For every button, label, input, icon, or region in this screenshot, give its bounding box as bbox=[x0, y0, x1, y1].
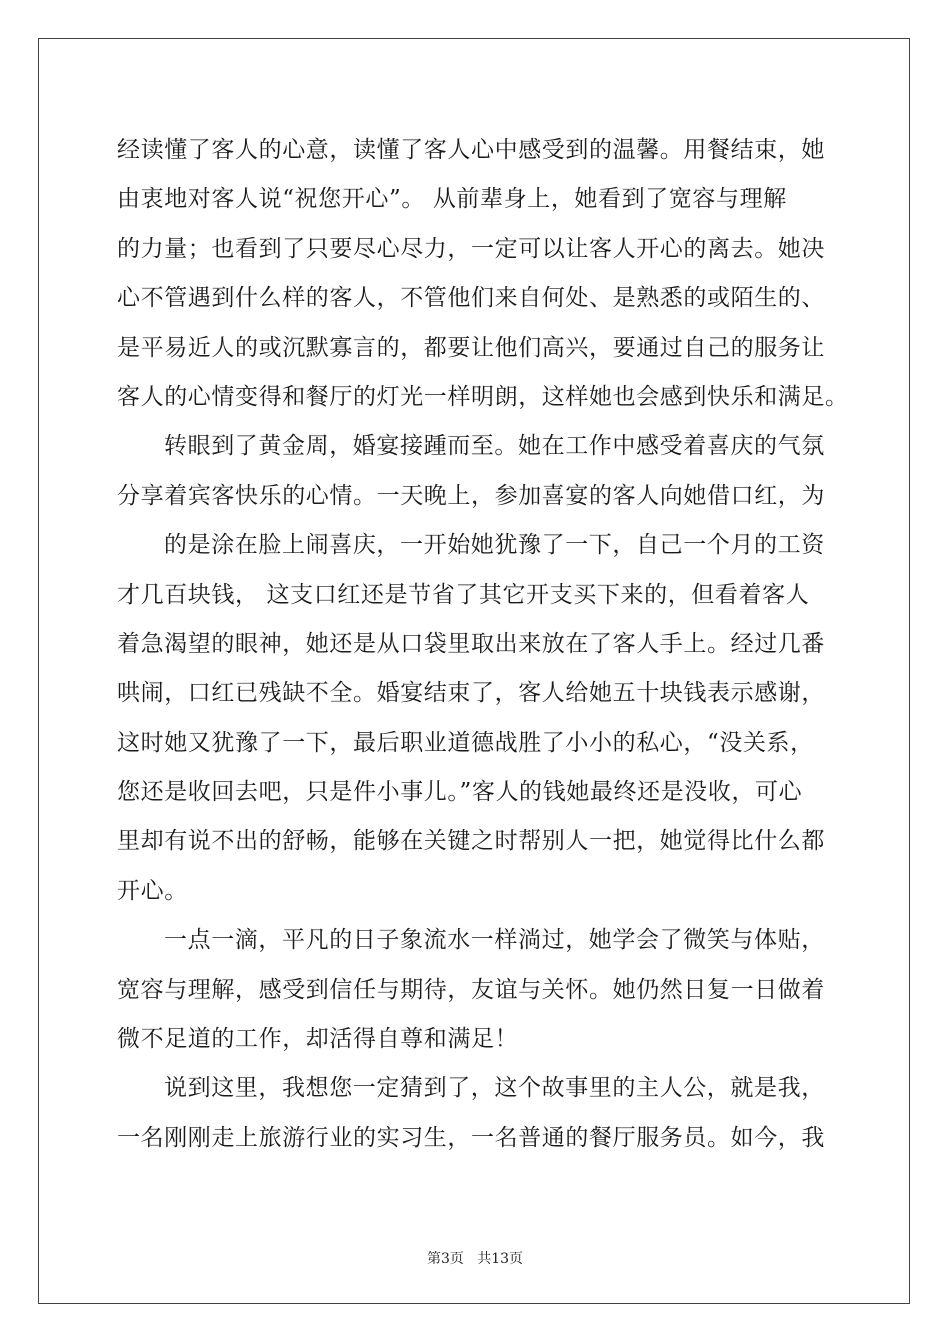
text-line: 才几百块钱， 这支口红还是节省了其它开支买下来的，但看着客人 bbox=[117, 581, 810, 608]
paragraph-start-line: 的是涂在脸上闹喜庆，一开始她犹豫了一下，自己一个月的工资 bbox=[164, 532, 825, 559]
text-line: 您还是收回去吧，只是件小事儿。”客人的钱她最终还是没收，可心 bbox=[117, 779, 803, 806]
document-body bbox=[117, 126, 849, 1163]
text-line: 里却有说不出的舒畅，能够在关键之时帮别人一把，她觉得比什么都 bbox=[117, 828, 825, 855]
paragraph-start-line: 转眼到了黄金周，婚宴接踵而至。她在工作中感受着喜庆的气氛 bbox=[164, 433, 825, 460]
text-line: 着急渴望的眼神，她还是从口袋里取出来放在了客人手上。经过几番 bbox=[117, 630, 825, 657]
text-line: 客人的心情变得和餐厅的灯光一样明朗，这样她也会感到快乐和满足。 bbox=[117, 383, 849, 410]
text-line: 哄闹，口红已残缺不全。婚宴结束了，客人给她五十块钱表示感谢， bbox=[117, 680, 825, 707]
text-line: 的力量；也看到了只要尽心尽力，一定可以让客人开心的离去。她决 bbox=[117, 235, 825, 262]
paragraph-start-line: 说到这里，我想您一定猜到了，这个故事里的主人公，就是我， bbox=[164, 1075, 825, 1102]
paragraph-start-line: 一点一滴，平凡的日子象流水一样淌过，她学会了微笑与体贴， bbox=[164, 927, 825, 954]
text-line: 心不管遇到什么样的客人，不管他们来自何处、是熟悉的或陌生的、 bbox=[117, 285, 825, 312]
text-line: 经读懂了客人的心意，读懂了客人心中感受到的温馨。用餐结束，她 bbox=[117, 137, 825, 163]
text-line: 是平易近人的或沉默寡言的，都要让他们高兴，要通过自己的服务让 bbox=[117, 334, 825, 361]
text-line: 开心。 bbox=[117, 877, 188, 904]
text-line: 宽容与理解，感受到信任与期待，友谊与关怀。她仍然日复一日做着 bbox=[117, 976, 825, 1003]
page-number-footer: 第3页 共13页 bbox=[426, 1251, 524, 1267]
text-line: 一名刚刚走上旅游行业的实习生，一名普通的餐厅服务员。如今，我 bbox=[117, 1124, 825, 1151]
text-line: 这时她又犹豫了一下，最后职业道德战胜了小小的私心，“没关系， bbox=[117, 729, 814, 756]
text-line: 分享着宾客快乐的心情。一天晚上，参加喜宴的客人向她借口红，为 bbox=[117, 482, 825, 509]
text-line: 由衷地对客人说“祝您开心”。 从前辈身上，她看到了宽容与理解 bbox=[117, 186, 787, 213]
text-line: 微不足道的工作，却活得自尊和满足！ bbox=[117, 1026, 519, 1053]
